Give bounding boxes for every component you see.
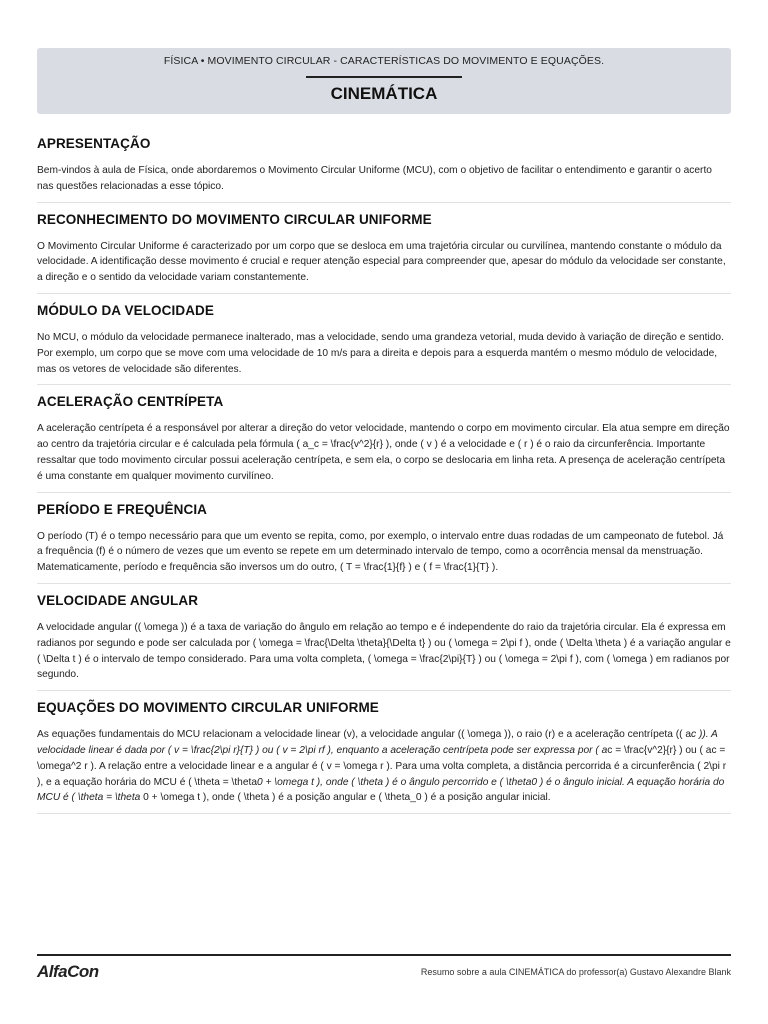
equations-text-1: As equações fundamentais do MCU relacionam a velocidade linear (v), a velocidade angular (( \omega )), o raio (r) e a aceleração centrípeta (( a bbox=[37, 729, 692, 741]
footer-divider bbox=[37, 954, 731, 956]
section-text: A aceleração centrípeta é a responsável por alterar a direção do vetor velocidade, mantendo o corpo em movimento circular. Ela atua sempre em direção ao centro da trajetória circular e é calculada pela fórmula ( a_c = \frac{v^2}{r} ), onde ( v ) é a velocidade e ( r ) é o raio da circunferência. Importante ressaltar que todo movimento circular possui aceleração centrípeta, e sem ela, o corpo se deslocaria em linha reta. A presença de aceleração centrípeta é uma constante em qualquer movimento curvilíneo. bbox=[37, 423, 730, 482]
section-modulo-velocidade bbox=[37, 303, 731, 385]
section-velocidade-angular bbox=[37, 593, 731, 691]
section-text: Bem-vindos à aula de Física, onde abordaremos o Movimento Circular Uniforme (MCU), com o objetivo de facilitar o entendimento e garantir o acerto nas questões relacionadas a esse tópico. bbox=[37, 165, 712, 192]
section-text bbox=[37, 727, 731, 806]
section-heading: PERÍODO E FREQUÊNCIA bbox=[37, 501, 208, 517]
section-heading: RECONHECIMENTO DO MOVIMENTO CIRCULAR UNIFORME bbox=[37, 211, 432, 227]
section-text: O período (T) é o tempo necessário para que um evento se repita, como, por exemplo, o intervalo entre duas rodadas de um campeonato de futebol. Já a frequência (f) é o número de vezes que um evento se repete em um determinado intervalo de tempo, como a ocorrência mensal da menstruação. Matematicamente, período e frequência são inversos um do outro, ( T = \frac{1}{f} ) e ( f = \frac{1}{T} ). bbox=[37, 530, 724, 574]
subject-line: FÍSICA • MOVIMENTO CIRCULAR - CARACTERÍSTICAS DO MOVIMENTO E EQUAÇÕES. bbox=[163, 55, 605, 67]
page-title: CINEMÁTICA bbox=[330, 84, 438, 103]
section-reconhecimento bbox=[37, 212, 731, 294]
equations-text-6: 0 + \omega t ), onde ( \theta ) é a posição angular e ( \theta_0 ) é a posição angular inicial. bbox=[140, 792, 551, 804]
section-equacoes-mcu bbox=[37, 700, 731, 814]
equations-text-4: 0 + \omega t ), onde ( \theta ) é o ângulo percorrido e ( \theta bbox=[257, 776, 532, 788]
section-text: A velocidade angular (( \omega )) é a taxa de variação do ângulo em relação ao tempo e é independente do raio da trajetória circular. Ela é expressa em radianos por segundo e pode ser calculada por ( \omega = \frac{\Delta \theta}{\Delta t} ) ou ( \omega = 2\pi f ), onde ( \Delta \theta ) é a variação angular e ( \Delta t ) é o intervalo de tempo considerado. Para uma volta completa, ( \omega = \frac{2\pi}{T} ) ou ( \omega = 2\pi f ), com ( \omega ) em radianos por segundo. bbox=[37, 621, 731, 681]
page-header bbox=[37, 48, 731, 114]
equations-text-3: c = \frac{v^2}{r} ) ou ( ac = \omega^2 r ). A relação entre a velocidade linear e a angular é ( v = \omega r ). Para uma volta completa, a distância percorrida é a circunferência ( 2\pi r ), e a equação horária do MCU é ( \theta = \theta bbox=[37, 744, 727, 788]
section-text: O Movimento Circular Uniforme é caracterizado por um corpo que se desloca em uma trajetória circular ou curvilínea, mantendo constante o módulo da velocidade. A identificação desse movimento é crucial e requer atenção especial para compreender que, apesar do módulo da velocidade ser constante, a direção e o sentido da velocidade variam constantemente. bbox=[37, 240, 726, 284]
section-aceleracao-centripeta bbox=[37, 394, 731, 492]
section-heading: APRESENTAÇÃO bbox=[37, 136, 151, 151]
section-apresentacao bbox=[37, 136, 731, 203]
section-heading: MÓDULO DA VELOCIDADE bbox=[37, 302, 214, 318]
section-periodo-frequencia bbox=[37, 502, 731, 584]
equations-text-2: c )). A velocidade linear é dada por ( v = \frac{2\pi r}{T} ) ou ( v = 2\pi rf ), enquanto a aceleração centrípeta pode ser expressa por ( a bbox=[37, 729, 718, 756]
footer-credit: Resumo sobre a aula CINEMÁTICA do professor(a) Gustavo Alexandre Blank bbox=[420, 967, 731, 977]
section-heading: EQUAÇÕES DO MOVIMENTO CIRCULAR UNIFORME bbox=[37, 700, 379, 716]
equations-text-5: 0 ) é o ângulo inicial. A equação horária do MCU é ( \theta = \theta bbox=[37, 776, 725, 804]
alfacon-logo: AlfaCon bbox=[37, 962, 99, 981]
section-text: No MCU, o módulo da velocidade permanece inalterado, mas a velocidade, sendo uma grandeza vetorial, muda devido à variação de direção e sentido. Por exemplo, um corpo que se move com uma velocidade de 10 m/s para a direita e depois para a esquerda mantém o mesmo módulo de velocidade, mas os vetores de velocidade são diferentes. bbox=[37, 331, 724, 375]
document-body bbox=[37, 136, 731, 823]
page-footer bbox=[37, 954, 731, 981]
section-heading: VELOCIDADE ANGULAR bbox=[37, 592, 199, 608]
section-heading: ACELERAÇÃO CENTRÍPETA bbox=[37, 394, 224, 410]
title-divider bbox=[306, 76, 462, 78]
